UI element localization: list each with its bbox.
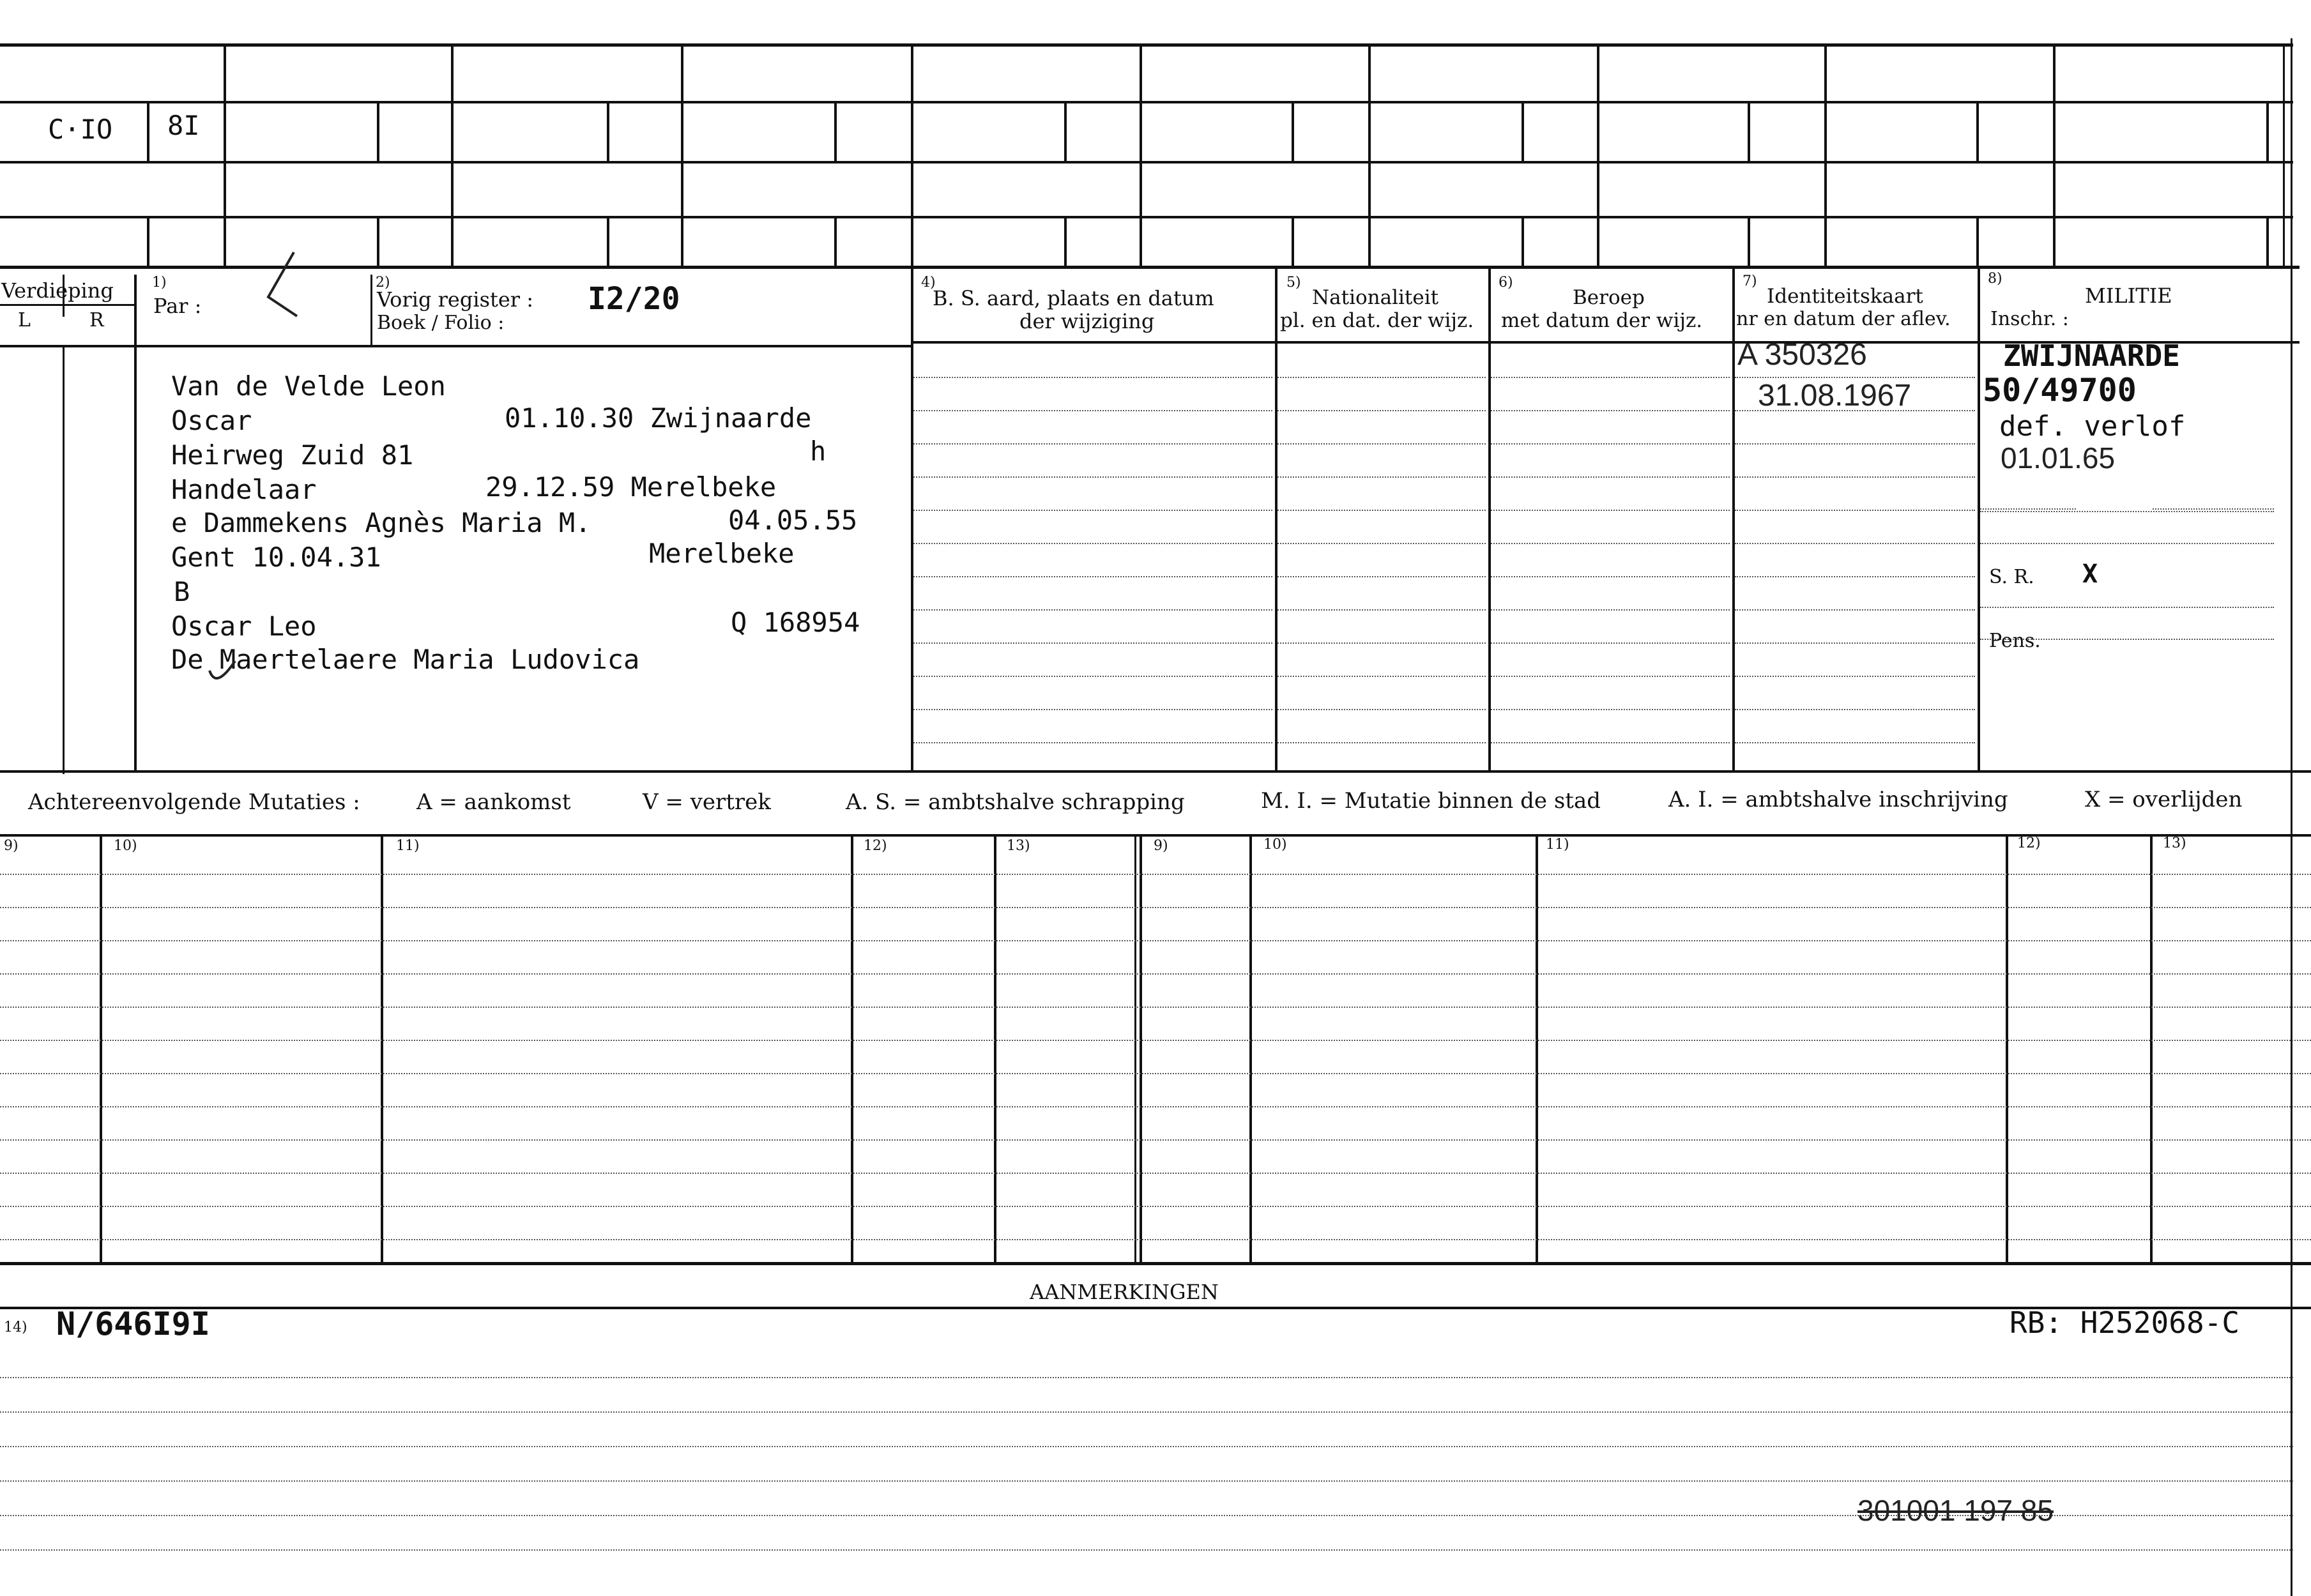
- dotted-line: [1491, 742, 1730, 743]
- dotted-line: [1491, 543, 1730, 544]
- grid-line: [0, 1262, 2311, 1265]
- grid-line: [377, 216, 379, 267]
- grid-line: [134, 275, 137, 773]
- grid-line: [224, 43, 226, 268]
- dotted-line: [0, 1239, 2311, 1240]
- grid-line: [994, 837, 996, 1263]
- mut-col11-right: 11): [1546, 837, 1569, 853]
- dotted-line: [1735, 642, 1975, 644]
- person-occupation: Handelaar: [171, 474, 317, 505]
- grid-line: [834, 216, 837, 267]
- verdieping-label: Verdieping: [1, 278, 114, 303]
- dotted-line: [0, 1007, 2311, 1008]
- grid-line: [0, 834, 2311, 837]
- grid-line: [1976, 216, 1979, 267]
- dotted-line: [1735, 543, 1975, 544]
- mut-col11-left: 11): [396, 838, 420, 854]
- legend-inschrijving: A. I. = ambtshalve inschrijving: [1668, 787, 2008, 812]
- dotted-line: [1278, 510, 1486, 511]
- dotted-line: [1278, 410, 1486, 411]
- dotted-line: [0, 973, 2311, 975]
- legend-title: Achtereenvolgende Mutaties :: [28, 789, 360, 815]
- grid-line: [451, 43, 454, 268]
- mut-col9-right: 9): [1154, 838, 1168, 854]
- grid-line: [2266, 216, 2269, 267]
- col5-title-line1: Nationaliteit: [1312, 286, 1439, 309]
- grid-line: [1292, 101, 1294, 161]
- dotted-line: [0, 907, 2311, 908]
- dotted-line: [913, 609, 1272, 611]
- vorig-register-value: I2/20: [588, 281, 680, 317]
- grid-line: [0, 266, 2300, 269]
- person-address: Heirweg Zuid 81: [171, 439, 414, 471]
- grid-line: [2266, 101, 2269, 161]
- dotted-line: [0, 1377, 2293, 1378]
- col6-title-line2: met datum der wijz.: [1501, 309, 1703, 332]
- dotted-line: [913, 510, 1272, 511]
- dotted-line: [1735, 742, 1975, 743]
- legend-vertrek: V = vertrek: [643, 789, 771, 815]
- dotted-line: [913, 377, 1272, 378]
- col8-number: 8): [1988, 271, 2002, 287]
- person-marriage: 29.12.59 Merelbeke: [485, 471, 777, 503]
- dotted-line: [1735, 609, 1975, 611]
- dotted-line: [1491, 377, 1730, 378]
- person-spouse-date: 04.05.55: [728, 505, 858, 536]
- dotted-line: [0, 940, 2311, 941]
- grid-line: [381, 837, 383, 1263]
- grid-line: [1522, 101, 1524, 161]
- remarks-number: 14): [4, 1319, 27, 1335]
- person-birth: 01.10.30 Zwijnaarde: [505, 402, 812, 434]
- dotted-line: [1491, 510, 1730, 511]
- mut-col13-right: 13): [2163, 835, 2186, 851]
- grid-line: [1134, 837, 1136, 1263]
- sr-value: X: [2082, 559, 2098, 589]
- grid-line: [851, 837, 853, 1263]
- dotted-line: [0, 1106, 2311, 1107]
- mut-col13-left: 13): [1007, 838, 1030, 854]
- grid-line: [607, 216, 609, 267]
- id-card-number: A 350326: [1737, 338, 1867, 372]
- grid-line: [2150, 837, 2153, 1263]
- dotted-line: [1278, 676, 1486, 677]
- col8-title-militie: MILITIE: [2085, 284, 2172, 308]
- grid-line: [377, 101, 379, 161]
- dotted-line: [1278, 642, 1486, 644]
- person-spouse-place: Merelbeke: [649, 538, 795, 569]
- boek-folio-label: Boek / Folio :: [377, 312, 505, 334]
- grid-line: [1732, 268, 1735, 771]
- grid-line: [1368, 43, 1371, 268]
- dotted-line: [1735, 576, 1975, 577]
- pens-label: Pens.: [1989, 630, 2041, 652]
- remarks-entry: N/646I9I: [56, 1305, 210, 1342]
- dotted-line: [1491, 676, 1730, 677]
- dotted-line: [0, 1139, 2311, 1141]
- dotted-line: [1491, 709, 1730, 710]
- grid-line: [681, 43, 683, 268]
- militie-status: def. verlof: [1999, 410, 2186, 443]
- dotted-line: [1491, 476, 1730, 478]
- dotted-line: [2153, 508, 2274, 510]
- remarks-rb-code: RB: H252068-C: [2010, 1305, 2240, 1340]
- grid-line: [2053, 43, 2055, 268]
- grid-line: [63, 345, 65, 774]
- dotted-line: [0, 1446, 2293, 1447]
- dotted-line: [0, 1480, 2293, 1482]
- dotted-line: [1491, 642, 1730, 644]
- dotted-line: [1491, 410, 1730, 411]
- grid-line: [2006, 837, 2008, 1263]
- grid-line: [0, 216, 2293, 218]
- dotted-line: [1735, 476, 1975, 478]
- person-father: Oscar Leo: [171, 611, 317, 642]
- person-surname: Van de Velde Leon: [171, 370, 446, 402]
- person-ref: Q 168954: [731, 607, 860, 638]
- par-label: Par :: [153, 294, 202, 318]
- dotted-line: [913, 543, 1272, 544]
- person-address-mark: h: [810, 436, 827, 467]
- mut-col12-left: 12): [864, 838, 887, 854]
- col1-number: 1): [152, 275, 167, 291]
- col7-title-line2: nr en datum der aflev.: [1736, 308, 1951, 330]
- dotted-line: [1980, 543, 2274, 544]
- grid-line: [100, 837, 102, 1263]
- militie-date: 01.01.65: [2001, 441, 2116, 475]
- dotted-line: [913, 676, 1272, 677]
- grid-line: [0, 770, 2311, 773]
- dotted-line: [1278, 576, 1486, 577]
- mut-col9-left: 9): [4, 838, 19, 854]
- dotted-line: [0, 1549, 2293, 1551]
- sr-label: S. R.: [1989, 566, 2034, 588]
- dotted-line: [1278, 377, 1486, 378]
- grid-line: [147, 216, 149, 267]
- person-mother: De Maertelaere Maria Ludovica: [171, 644, 640, 675]
- dotted-line: [913, 742, 1272, 743]
- dotted-line: [913, 476, 1272, 478]
- dotted-line: [1278, 543, 1486, 544]
- dotted-line: [913, 443, 1272, 445]
- grid-line: [1140, 43, 1142, 268]
- legend-aankomst: A = aankomst: [416, 789, 571, 815]
- dotted-line: [1491, 443, 1730, 445]
- dotted-line: [913, 576, 1272, 577]
- col5-title-line2: pl. en dat. der wijz.: [1280, 309, 1474, 332]
- remarks-stamp-number: 301001 197 85: [1857, 1494, 2054, 1527]
- col4-number: 4): [921, 275, 936, 291]
- grid-line: [834, 101, 837, 161]
- handwritten-hook-mark: [203, 658, 241, 696]
- dotted-line: [0, 1173, 2311, 1174]
- grid-line: [2291, 38, 2292, 1596]
- militie-number: 50/49700: [1983, 372, 2137, 409]
- col6-number: 6): [1499, 275, 1513, 291]
- dotted-line: [1278, 742, 1486, 743]
- dotted-line: [913, 709, 1272, 710]
- grid-line: [370, 275, 372, 345]
- grid-line: [0, 161, 2293, 163]
- inschr-label: Inschr. :: [1990, 308, 2069, 330]
- dotted-line: [1491, 576, 1730, 577]
- dotted-line: [1278, 609, 1486, 611]
- grid-line: [1522, 216, 1524, 267]
- col7-number: 7): [1743, 273, 1757, 289]
- grid-line: [1249, 837, 1252, 1263]
- dotted-line: [0, 874, 2311, 875]
- mut-col10-right: 10): [1263, 837, 1287, 853]
- dotted-line: [913, 642, 1272, 644]
- grid-line: [911, 43, 913, 268]
- dotted-line: [1735, 676, 1975, 677]
- dotted-line: [1980, 607, 2274, 608]
- col7-title-line1: Identiteitskaart: [1767, 285, 1923, 308]
- grid-line: [1978, 268, 1980, 771]
- vorig-register-label: Vorig register :: [377, 287, 534, 312]
- person-spouse-birth: Gent 10.04.31: [171, 542, 381, 573]
- grid-line: [0, 1307, 2311, 1309]
- col4-title-line1: B. S. aard, plaats en datum: [933, 286, 1214, 310]
- grid-line: [0, 101, 2293, 103]
- dotted-line: [1980, 508, 2076, 510]
- dotted-line: [1980, 511, 2274, 512]
- dotted-line: [1278, 709, 1486, 710]
- dotted-line: [0, 1206, 2311, 1207]
- grid-line: [2283, 43, 2285, 268]
- grid-line: [1488, 268, 1491, 771]
- dotted-line: [0, 1073, 2311, 1074]
- col5-number: 5): [1286, 275, 1301, 291]
- grid-line: [1064, 216, 1067, 267]
- top-number: 8I: [167, 110, 200, 141]
- dotted-line: [1278, 476, 1486, 478]
- col6-title-line1: Beroep: [1573, 286, 1645, 309]
- remarks-title: AANMERKINGEN: [1030, 1280, 1219, 1304]
- dotted-line: [1735, 510, 1975, 511]
- dotted-line: [1278, 443, 1486, 445]
- grid-line: [1292, 216, 1294, 267]
- dotted-line: [1491, 609, 1730, 611]
- grid-line: [1748, 101, 1750, 161]
- grid-line: [1064, 101, 1067, 161]
- col4-title-line2: der wijziging: [1019, 309, 1155, 333]
- grid-line: [1140, 837, 1142, 1263]
- grid-line: [1976, 101, 1979, 161]
- grid-line: [1275, 268, 1278, 771]
- dotted-line: [0, 1040, 2311, 1041]
- mut-col10-left: 10): [114, 838, 137, 854]
- id-card-date: 31.08.1967: [1758, 379, 1912, 413]
- par-handwritten-mark: [249, 246, 307, 323]
- grid-line: [147, 101, 149, 161]
- grid-line: [1597, 43, 1599, 268]
- grid-line: [1748, 216, 1750, 267]
- dotted-line: [913, 410, 1272, 411]
- right-label: R: [89, 309, 104, 331]
- grid-line: [911, 268, 913, 771]
- person-letter: B: [174, 576, 190, 607]
- dotted-line: [1735, 443, 1975, 445]
- grid-line: [1536, 837, 1538, 1263]
- person-spouse: e Dammekens Agnès Maria M.: [171, 507, 591, 538]
- grid-line: [0, 304, 134, 306]
- col2-number: 2): [376, 275, 390, 291]
- dotted-line: [0, 1411, 2293, 1413]
- grid-line: [0, 43, 2293, 47]
- grid-line: [1824, 43, 1827, 268]
- legend-schrapping: A. S. = ambtshalve schrapping: [846, 789, 1185, 815]
- legend-mutatie: M. I. = Mutatie binnen de stad: [1261, 788, 1601, 814]
- grid-line: [607, 101, 609, 161]
- person-firstname: Oscar: [171, 405, 252, 436]
- left-label: L: [18, 309, 31, 331]
- dotted-line: [1735, 709, 1975, 710]
- militie-place: ZWIJNAARDE: [2003, 338, 2180, 373]
- legend-overlijden: X = overlijden: [2085, 787, 2243, 812]
- mut-col12-right: 12): [2017, 835, 2041, 851]
- top-code: C·IO: [48, 114, 113, 145]
